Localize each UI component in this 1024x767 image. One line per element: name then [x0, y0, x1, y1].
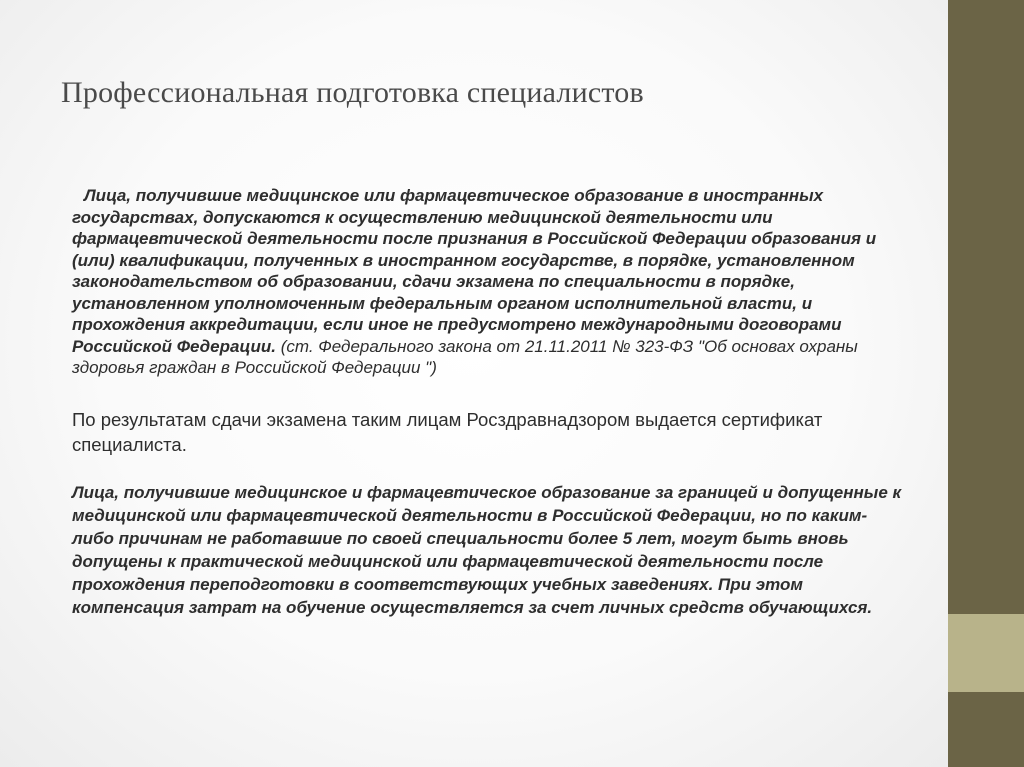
slide-title: Профессиональная подготовка специалистов — [61, 76, 644, 109]
stripe-light-segment — [948, 614, 1024, 692]
slide-content — [72, 185, 902, 619]
decorative-side-stripe — [948, 0, 1024, 767]
paragraph-foreign-education — [72, 185, 902, 379]
stripe-bottom-segment — [948, 692, 1024, 767]
paragraph-foreign-education-text: Лица, получившие медицинское или фармацевтическое образование в иностранных государствах, допускаются к осуществлению медицинской деятельности или фармацевтической деятельности после признания в Российской Федерации образования и (или) квалификации, полученных в иностранном государстве, в порядке, установленном законодательством об образовании, сдачи экзамена по специальности в порядке, установленном уполномоченным федеральным органом исполнительной власти, и прохождения аккредитации, если иное не предусмотрено международными договорами Российской Федерации. — [72, 186, 877, 356]
law-citation: (ст. Федерального закона от 21.11.2011 № 323-ФЗ "Об основах охраны здоровья граждан в Российской Федерации ") — [72, 336, 858, 377]
stripe-dark-segment — [948, 0, 1024, 614]
paragraph-certificate: По результатам сдачи экзамена таким лицам Росздравнадзором выдается сертификат специалиста. — [72, 408, 823, 455]
paragraph-readmission: Лица, получившие медицинское и фармацевтическое образование за границей и допущенные к медицинской или фармацевтической деятельности в Российской Федерации, но по каким-либо причинам не работавшие по своей специальности более 5 лет, могут быть вновь допущены к практической медицинской или фармацевтической деятельности после прохождения переподготовки в соответствующих учебных заведениях. При этом компенсация затрат на обучение осуществляется за счет личных средств обучающихся. — [72, 482, 902, 617]
